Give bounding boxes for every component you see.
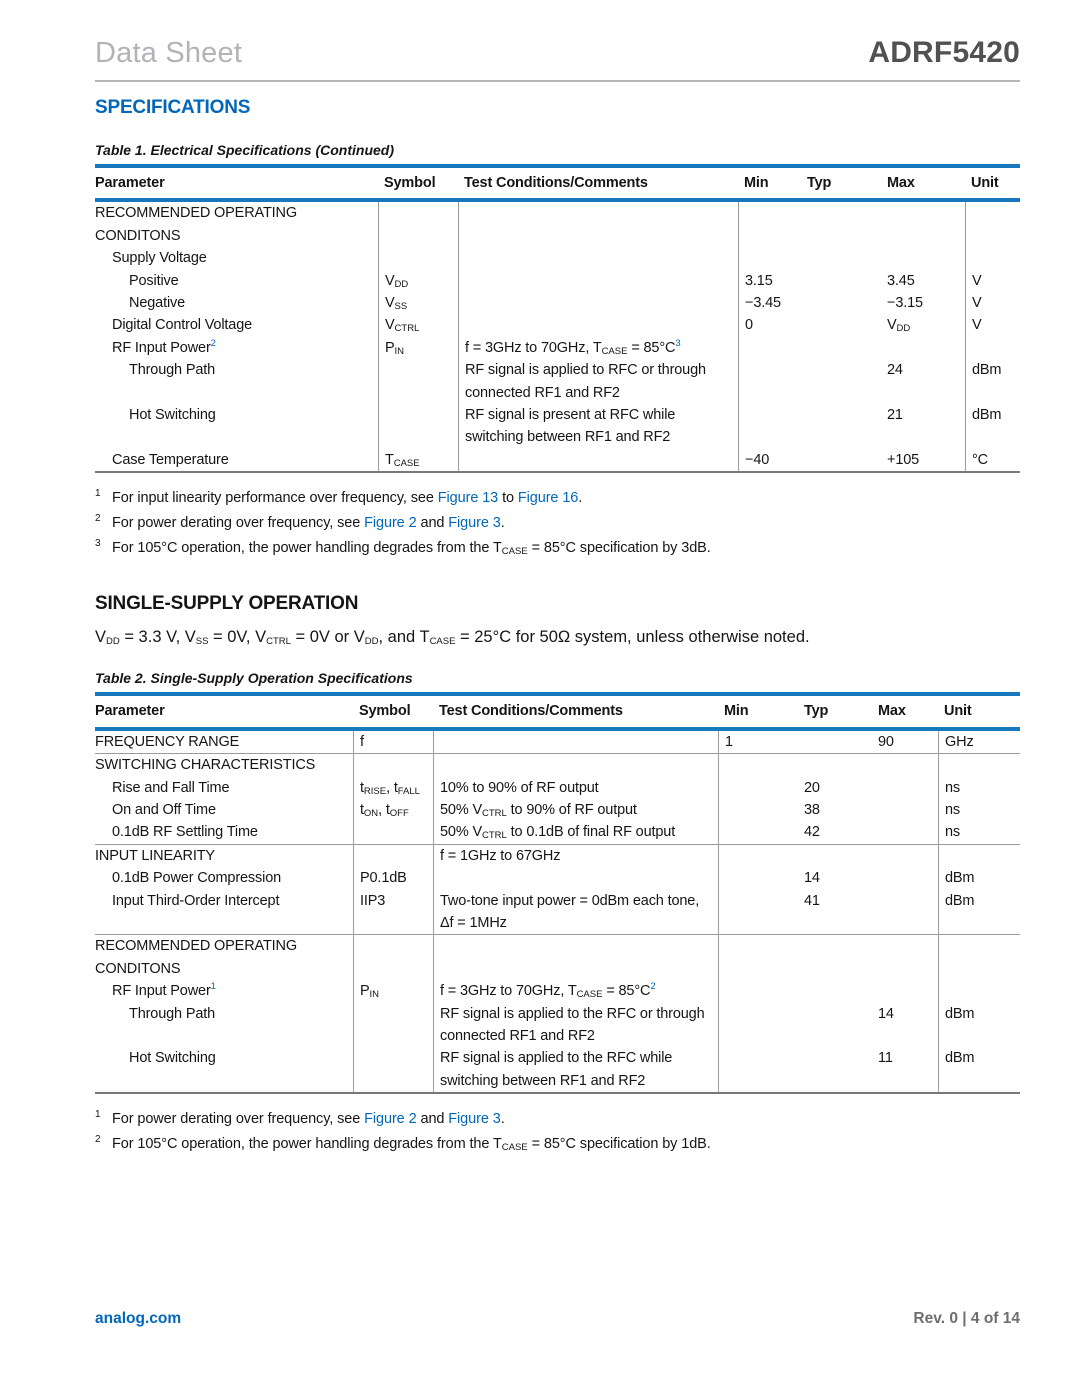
- cond-cell: RF signal is present at RFC while switching between RF1 and RF2: [458, 404, 738, 449]
- specifications-heading: SPECIFICATIONS: [95, 97, 251, 118]
- revision-page-label: Rev. 0 | 4 of 14: [913, 1310, 1020, 1327]
- min-cell: [718, 980, 798, 1002]
- typ-cell: [801, 314, 881, 336]
- cond-cell: RF signal is applied to RFC or through connected RF1 and RF2: [458, 359, 738, 404]
- column-header-typ: Typ: [804, 703, 829, 720]
- table1-caption: Table 1. Electrical Specifications (Continued): [95, 142, 394, 158]
- max-cell: 3.45: [887, 272, 915, 289]
- page-footer: [95, 1310, 1020, 1328]
- table-row: [95, 777, 1020, 799]
- param-cell: Rise and Fall Time: [112, 779, 230, 796]
- symbol-cell: [353, 1003, 433, 1048]
- column-header-max: Max: [878, 703, 906, 720]
- param-cell: Through Path: [129, 362, 216, 379]
- column-header-min: Min: [744, 175, 769, 191]
- table-row: [95, 292, 1020, 314]
- unit-cell: [938, 845, 1020, 867]
- symbol-cell: f: [353, 731, 433, 753]
- cond-cell: [458, 292, 738, 314]
- column-header-unit: Unit: [944, 703, 972, 720]
- typ-cell: [801, 404, 881, 449]
- min-cell: [718, 890, 798, 935]
- symbol-cell: [353, 935, 433, 980]
- figure-link[interactable]: Figure 2: [364, 515, 417, 532]
- min-cell: [738, 202, 801, 247]
- cond-cell: 50% $V_{CTRL}$ to 0.1dB of final RF output: [433, 821, 718, 843]
- footnote-text: For power derating over frequency, see Figure 2 and Figure 3.: [112, 1111, 505, 1128]
- min-cell: −3.45: [738, 292, 801, 314]
- table-row: [95, 314, 1020, 336]
- min-cell: −40: [738, 449, 801, 471]
- min-cell: 3.15: [738, 270, 801, 292]
- table2-single-supply-specifications: [95, 692, 1020, 1094]
- table-row: [95, 270, 1020, 292]
- table-row: [95, 1047, 1020, 1092]
- cond-cell: f = 3GHz to 70GHz, $T_{CASE} = 85^\circ C^3$: [458, 337, 738, 359]
- param-cell: Negative: [129, 295, 186, 312]
- unit-cell: ns: [938, 821, 1020, 843]
- min-cell: [718, 935, 798, 980]
- unit-cell: dBm: [938, 867, 1020, 889]
- typ-cell: [801, 337, 881, 359]
- symbol-cell: [378, 247, 458, 269]
- column-header-symbol: Symbol: [384, 175, 436, 191]
- table-row: [95, 935, 1020, 980]
- param-cell: Hot Switching: [129, 1050, 216, 1067]
- footnote-text: For 105°C operation, the power handling degrades from the $T_{CASE} = 85^\circ C$ specification by 3dB.: [112, 540, 711, 558]
- footnote-text: For input linearity performance over frequency, see Figure 13 to Figure 16.: [112, 490, 583, 507]
- table-row: [95, 1003, 1020, 1048]
- param-cell: Supply Voltage: [112, 250, 207, 267]
- cond-cell: [458, 270, 738, 292]
- cond-cell: [458, 314, 738, 336]
- min-cell: [718, 845, 798, 867]
- min-cell: [718, 777, 798, 799]
- single-supply-heading: SINGLE-SUPPLY OPERATION: [95, 593, 359, 615]
- typ-cell: 41: [804, 892, 820, 909]
- unit-cell: GHz: [938, 731, 1020, 753]
- max-cell: [872, 935, 938, 980]
- symbol-cell: P0.1dB: [353, 867, 433, 889]
- param-cell: INPUT LINEARITY: [95, 847, 215, 864]
- column-header-symbol: Symbol: [359, 703, 411, 720]
- cond-cell: [458, 449, 738, 471]
- unit-cell: dBm: [965, 404, 1020, 449]
- unit-cell: [965, 337, 1020, 359]
- table-row: [95, 867, 1020, 889]
- param-cell: Through Path: [129, 1005, 216, 1022]
- document-header: [95, 36, 1020, 70]
- table-row: [95, 404, 1020, 449]
- max-cell: [872, 980, 938, 1002]
- max-cell: [881, 247, 965, 269]
- symbol-cell: $V_{DD}$: [378, 270, 458, 292]
- figure-link[interactable]: Figure 2: [364, 1111, 417, 1128]
- min-cell: [718, 799, 798, 821]
- max-cell: +105: [887, 451, 920, 468]
- param-cell: On and Off Time: [112, 801, 216, 818]
- column-header-test-conditions-comments: Test Conditions/Comments: [439, 703, 623, 720]
- max-cell: 90: [878, 733, 894, 750]
- cond-cell: Two-tone input power = 0dBm each tone, Δf = 1MHz: [433, 890, 718, 935]
- column-header-test-conditions-comments: Test Conditions/Comments: [464, 175, 648, 191]
- symbol-cell: [353, 754, 433, 776]
- max-cell: [872, 867, 938, 889]
- typ-cell: [798, 980, 872, 1002]
- unit-cell: dBm: [938, 890, 1020, 935]
- symbol-cell: $P_{IN}$: [353, 980, 433, 1002]
- typ-cell: [801, 270, 881, 292]
- min-cell: [718, 867, 798, 889]
- page-content: [95, 0, 1020, 1157]
- cond-cell: [458, 202, 738, 247]
- table-row: [95, 890, 1020, 936]
- typ-cell: [798, 1047, 872, 1092]
- analog-com-link[interactable]: analog.com: [95, 1310, 182, 1327]
- figure-link[interactable]: Figure 3: [448, 1111, 501, 1128]
- typ-cell: 38: [804, 801, 820, 818]
- unit-cell: [938, 980, 1020, 1002]
- typ-cell: [801, 292, 881, 314]
- min-cell: [738, 247, 801, 269]
- table-row: [95, 731, 1020, 754]
- max-cell: 14: [878, 1005, 894, 1022]
- unit-cell: ns: [938, 777, 1020, 799]
- column-header-min: Min: [724, 703, 749, 720]
- column-header-max: Max: [887, 175, 915, 191]
- column-header-parameter: Parameter: [95, 175, 165, 191]
- param-cell: 0.1dB RF Settling Time: [112, 824, 258, 841]
- table-row: [95, 799, 1020, 821]
- symbol-cell: $t_{RISE}$, $t_{FALL}$: [353, 777, 433, 799]
- max-cell: [872, 821, 938, 843]
- min-cell: [738, 337, 801, 359]
- max-cell: 11: [878, 1050, 893, 1067]
- cond-cell: 50% $V_{CTRL}$ to 90% of RF output: [433, 799, 718, 821]
- unit-cell: V: [965, 292, 1020, 314]
- unit-cell: [965, 247, 1020, 269]
- min-cell: [718, 754, 798, 776]
- footnote: 1 For power derating over frequency, see Figure 2 and Figure 3.: [95, 1109, 505, 1128]
- cond-cell: [433, 867, 718, 889]
- table2-caption: Table 2. Single-Supply Operation Specifications: [95, 670, 413, 687]
- table-row: [95, 449, 1020, 471]
- cond-cell: RF signal is applied to the RFC or through connected RF1 and RF2: [433, 1003, 718, 1048]
- max-cell: 21: [887, 407, 903, 424]
- typ-cell: 20: [804, 779, 820, 796]
- unit-cell: [965, 202, 1020, 247]
- max-cell: $V_{DD}$: [887, 317, 911, 335]
- max-cell: [872, 777, 938, 799]
- param-cell: Case Temperature: [112, 451, 229, 468]
- typ-cell: [798, 845, 872, 867]
- max-cell: −3.15: [887, 295, 923, 312]
- param-cell: RF Input Power$^1$: [112, 981, 216, 1000]
- footnote: 3 For 105°C operation, the power handling degrades from the $T_{CASE} = 85^\circ C$ specification by 3dB.: [95, 538, 711, 558]
- table-header-row: [95, 692, 1020, 730]
- cond-cell: [433, 935, 718, 980]
- figure-link[interactable]: Figure 16: [517, 490, 579, 507]
- symbol-cell: [378, 404, 458, 449]
- param-cell: Digital Control Voltage: [112, 317, 253, 334]
- max-cell: [881, 337, 965, 359]
- unit-cell: V: [965, 314, 1020, 336]
- unit-cell: [938, 935, 1020, 980]
- param-cell: Input Third-Order Intercept: [112, 892, 280, 909]
- param-cell: Hot Switching: [129, 407, 216, 424]
- table-row: [95, 202, 1020, 247]
- header-divider: [95, 80, 1020, 82]
- max-cell: 24: [887, 362, 903, 379]
- param-cell: Positive: [129, 272, 179, 289]
- cond-cell: 10% to 90% of RF output: [433, 777, 718, 799]
- table1-footnotes: [95, 486, 1020, 561]
- footnote: 2 For 105°C operation, the power handling degrades from the $T_{CASE} = 85^\circ C$ specification by 1dB.: [95, 1134, 711, 1154]
- max-cell: [872, 754, 938, 776]
- cond-cell: f = 1GHz to 67GHz: [433, 845, 718, 867]
- column-header-unit: Unit: [971, 175, 999, 191]
- table1-electrical-specifications: [95, 164, 1020, 473]
- footnote: 1 For input linearity performance over frequency, see Figure 13 to Figure 16.: [95, 488, 583, 507]
- param-cell: 0.1dB Power Compression: [112, 870, 282, 887]
- unit-cell: dBm: [965, 359, 1020, 404]
- document-type-label: Data Sheet: [95, 37, 243, 69]
- cond-cell: f = 3GHz to 70GHz, $T_{CASE} = 85^\circ C^2$: [433, 980, 718, 1002]
- unit-cell: V: [965, 270, 1020, 292]
- symbol-cell: [353, 821, 433, 843]
- param-cell: RF Input Power$^2$: [112, 337, 216, 356]
- min-cell: [718, 1047, 798, 1092]
- footnote-text: For 105°C operation, the power handling degrades from the $T_{CASE} = 85^\circ C$ specification by 1dB.: [112, 1136, 711, 1154]
- symbol-cell: $t_{ON}$, $t_{OFF}$: [353, 799, 433, 821]
- symbol-cell: $V_{SS}$: [378, 292, 458, 314]
- typ-cell: [801, 449, 881, 471]
- cond-cell: [433, 754, 718, 776]
- column-header-typ: Typ: [807, 175, 832, 191]
- figure-link[interactable]: Figure 13: [437, 490, 499, 507]
- unit-cell: ns: [938, 799, 1020, 821]
- param-cell: SWITCHING CHARACTERISTICS: [95, 757, 316, 774]
- unit-cell: [938, 754, 1020, 776]
- table-row: [95, 247, 1020, 269]
- symbol-cell: [353, 1047, 433, 1092]
- cond-cell: [458, 247, 738, 269]
- symbol-cell: $V_{CTRL}$: [378, 314, 458, 336]
- table2-footnotes: [95, 1107, 1020, 1157]
- figure-link[interactable]: Figure 3: [448, 515, 501, 532]
- table-row: [95, 845, 1020, 867]
- param-cell: RECOMMENDED OPERATING CONDITONS: [95, 205, 298, 244]
- single-supply-conditions: $V_{DD} = 3.3$ V, $V_{SS} = 0V$, $V_{CTRL} = 0V$ or $V_{DD}$, and $T_{CASE} = 25^\circ C$ for 50Ω system, unless otherwise noted.: [95, 628, 810, 648]
- unit-cell: dBm: [938, 1047, 1020, 1092]
- symbol-cell: [378, 359, 458, 404]
- table-row: [95, 337, 1020, 359]
- cond-cell: [433, 731, 718, 753]
- max-cell: [872, 799, 938, 821]
- min-cell: [738, 404, 801, 449]
- max-cell: [872, 890, 938, 935]
- min-cell: [718, 821, 798, 843]
- min-cell: [738, 359, 801, 404]
- table-row: [95, 754, 1020, 776]
- param-cell: RECOMMENDED OPERATING CONDITONS: [95, 938, 298, 977]
- footnote-text: For power derating over frequency, see Figure 2 and Figure 3.: [112, 515, 505, 532]
- footnote: 2 For power derating over frequency, see Figure 2 and Figure 3.: [95, 513, 505, 532]
- min-cell: 1: [718, 731, 798, 753]
- param-cell: FREQUENCY RANGE: [95, 733, 240, 750]
- typ-cell: [798, 731, 872, 753]
- unit-cell: dBm: [938, 1003, 1020, 1048]
- typ-cell: 42: [804, 824, 820, 841]
- symbol-cell: $P_{IN}$: [378, 337, 458, 359]
- table-row: [95, 821, 1020, 844]
- min-cell: [718, 1003, 798, 1048]
- table-row: [95, 359, 1020, 404]
- max-cell: [872, 845, 938, 867]
- table-row: [95, 980, 1020, 1002]
- typ-cell: [801, 247, 881, 269]
- table-header-row: [95, 164, 1020, 202]
- typ-cell: 14: [804, 870, 820, 887]
- symbol-cell: [353, 845, 433, 867]
- typ-cell: [801, 202, 881, 247]
- typ-cell: [798, 1003, 872, 1048]
- unit-cell: °C: [965, 449, 1020, 471]
- symbol-cell: $T_{CASE}$: [378, 449, 458, 471]
- max-cell: [881, 202, 965, 247]
- typ-cell: [798, 935, 872, 980]
- typ-cell: [801, 359, 881, 404]
- symbol-cell: [378, 202, 458, 247]
- column-header-parameter: Parameter: [95, 703, 165, 720]
- cond-cell: RF signal is applied to the RFC while switching between RF1 and RF2: [433, 1047, 718, 1092]
- part-number: ADRF5420: [868, 36, 1020, 69]
- min-cell: 0: [738, 314, 801, 336]
- symbol-cell: IIP3: [353, 890, 433, 935]
- typ-cell: [798, 754, 872, 776]
